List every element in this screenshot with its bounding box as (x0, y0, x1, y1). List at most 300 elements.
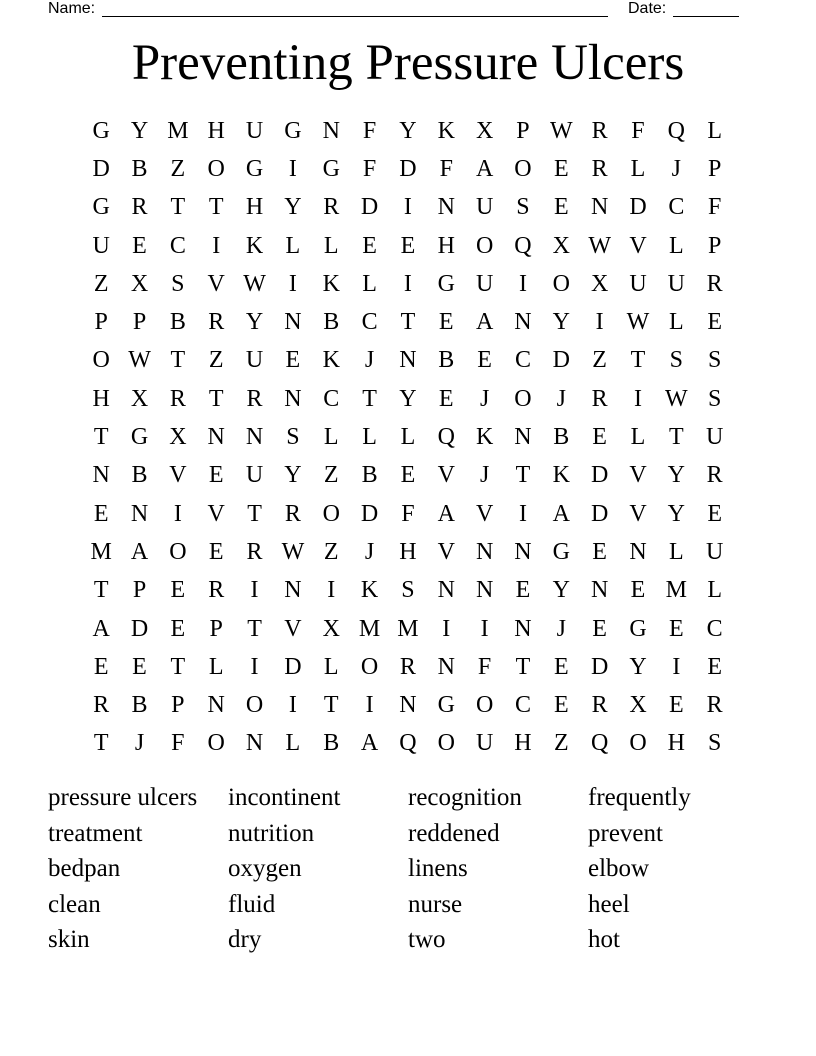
grid-letter: E (515, 577, 531, 604)
grid-letter: B (361, 462, 378, 489)
grid-letter: N (590, 577, 609, 604)
word-bank-item: heel (588, 890, 630, 918)
grid-letter: Z (553, 730, 569, 757)
grid-letter: D (629, 194, 647, 221)
grid-letter: U (475, 730, 494, 757)
grid-letter: Q (399, 730, 417, 757)
grid-letter: R (323, 194, 340, 221)
grid-letter: N (590, 194, 609, 221)
grid-letter: C (514, 692, 531, 719)
grid-letter: M (397, 615, 419, 642)
grid-letter: V (207, 500, 225, 527)
grid-letter: E (170, 615, 186, 642)
word-bank-item: oxygen (228, 855, 302, 883)
grid-letter: M (358, 615, 381, 642)
grid-letter: T (93, 424, 109, 451)
grid-letter: E (707, 309, 722, 336)
grid-letter: T (668, 424, 684, 451)
grid-letter: R (591, 385, 608, 412)
grid-letter: F (707, 194, 722, 221)
grid-letter: B (323, 730, 340, 757)
grid-letter: N (475, 538, 494, 565)
grid-letter: K (360, 577, 379, 604)
grid-letter: U (475, 194, 494, 221)
grid-letter: O (475, 692, 494, 719)
grid-letter: L (668, 309, 684, 336)
grid-letter: R (591, 117, 608, 144)
grid-letter: X (590, 270, 609, 297)
grid-letter: G (92, 117, 110, 144)
name-label: Name: (48, 0, 96, 17)
grid-letter: E (553, 653, 569, 680)
grid-letter: W (243, 270, 266, 297)
grid-letter: K (322, 347, 340, 374)
grid-letter: Z (208, 347, 224, 374)
grid-letter: S (707, 385, 722, 412)
grid-letter: F (401, 500, 415, 527)
grid-letter: Y (552, 309, 570, 336)
grid-letter: K (437, 117, 455, 144)
grid-letter: Q (667, 117, 685, 144)
grid-letter: U (245, 347, 264, 374)
page-title: Preventing Pressure Ulcers (131, 35, 685, 91)
grid-letter: G (552, 538, 570, 565)
grid-letter: F (439, 155, 453, 182)
grid-letter: T (93, 577, 109, 604)
grid-letter: D (399, 155, 417, 182)
grid-letter: E (132, 653, 147, 680)
grid-letter: P (94, 309, 108, 336)
date-label: Date: (628, 0, 667, 17)
grid-letter: V (207, 270, 225, 297)
grid-letter: H (399, 538, 417, 565)
grid-letter: D (590, 500, 609, 527)
grid-letter: C (361, 309, 378, 336)
grid-letter: Y (552, 577, 570, 604)
grid-letter: N (514, 615, 532, 642)
grid-letter: E (553, 155, 569, 182)
grid-letter: T (323, 692, 339, 719)
grid-letter: E (668, 692, 684, 719)
grid-letter: G (322, 155, 340, 182)
grid-letter: L (400, 424, 416, 451)
grid-letter: J (134, 730, 145, 757)
grid-letter: S (669, 347, 683, 374)
grid-letter: D (130, 615, 149, 642)
grid-letter: L (323, 653, 339, 680)
grid-letter: O (552, 270, 570, 297)
grid-letter: F (171, 730, 185, 757)
word-bank-item: two (408, 926, 446, 954)
grid-letter: Y (667, 462, 685, 489)
grid-letter: Y (399, 385, 417, 412)
word-bank-item: nutrition (228, 819, 315, 847)
grid-letter: F (631, 117, 645, 144)
grid-letter: H (92, 385, 110, 412)
grid-letter: N (475, 577, 494, 604)
grid-letter: Q (514, 232, 532, 259)
grid-letter: E (438, 385, 454, 412)
grid-letter: E (93, 500, 109, 527)
grid-letter: Y (284, 462, 302, 489)
grid-letter: T (400, 309, 416, 336)
grid-letter: P (516, 117, 530, 144)
word-bank-item: clean (48, 890, 101, 918)
grid-letter: N (207, 424, 225, 451)
grid-letter: Y (667, 500, 685, 527)
grid-letter: E (553, 194, 569, 221)
grid-letter: I (212, 232, 221, 259)
grid-letter: C (668, 194, 685, 221)
grid-letter: R (93, 692, 110, 719)
grid-letter: R (208, 309, 225, 336)
date-blank-line[interactable] (673, 0, 739, 17)
grid-letter: P (707, 155, 722, 182)
grid-letter: O (245, 692, 264, 719)
grid-letter: R (246, 538, 263, 565)
grid-letter: G (629, 615, 647, 642)
grid-letter: L (323, 424, 339, 451)
grid-letter: R (208, 577, 225, 604)
grid-letter: J (556, 615, 566, 642)
grid-letter: S (401, 577, 415, 604)
grid-letter: G (130, 424, 149, 451)
word-bank-item: fluid (228, 890, 276, 918)
grid-letter: D (284, 653, 302, 680)
grid-letter: E (132, 232, 147, 259)
grid-letter: A (360, 730, 379, 757)
grid-letter: P (707, 232, 722, 259)
grid-letter: E (438, 309, 454, 336)
grid-letter: I (403, 194, 412, 221)
grid-letter: P (171, 692, 185, 719)
grid-letter: E (400, 232, 416, 259)
grid-letter: D (590, 462, 609, 489)
grid-letter: T (170, 347, 186, 374)
grid-letter: A (130, 538, 149, 565)
grid-letter: D (92, 155, 110, 182)
grid-letter: U (667, 270, 685, 297)
word-bank-item: elbow (588, 855, 650, 883)
grid-letter: U (706, 538, 724, 565)
grid-letter: I (288, 692, 297, 719)
grid-letter: C (514, 347, 531, 374)
grid-letter: R (706, 270, 723, 297)
grid-letter: E (93, 653, 109, 680)
grid-letter: O (207, 730, 225, 757)
grid-letter: P (209, 615, 223, 642)
grid-letter: A (475, 309, 494, 336)
grid-letter: N (245, 424, 264, 451)
grid-letter: N (629, 538, 647, 565)
grid-letter: F (362, 117, 377, 144)
grid-letter: R (169, 385, 186, 412)
grid-letter: O (92, 347, 110, 374)
grid-letter: Y (399, 117, 417, 144)
grid-letter: E (553, 692, 569, 719)
grid-letter: M (167, 117, 189, 144)
grid-letter: L (630, 155, 646, 182)
grid-letter: B (131, 462, 148, 489)
grid-letter: G (437, 692, 455, 719)
grid-letter: E (170, 577, 186, 604)
grid-letter: Y (130, 117, 149, 144)
grid-letter: N (437, 194, 455, 221)
grid-letter: R (591, 155, 608, 182)
grid-letter: U (706, 424, 724, 451)
grid-letter: W (665, 385, 688, 412)
word-bank-item: recognition (408, 784, 522, 811)
grid-letter: R (399, 653, 416, 680)
grid-letter: I (595, 309, 604, 336)
word-bank-item: incontinent (228, 784, 341, 811)
grid-letter: N (245, 730, 264, 757)
grid-letter: N (92, 462, 110, 489)
grid-letter: X (475, 117, 494, 144)
grid-letter: L (362, 270, 377, 297)
grid-letter: V (169, 462, 187, 489)
grid-letter: I (403, 270, 412, 297)
grid-letter: K (245, 232, 264, 259)
grid-letter: N (207, 692, 225, 719)
grid-letter: N (322, 117, 340, 144)
grid-letter: B (323, 309, 340, 336)
grid-letter: O (169, 538, 187, 565)
grid-letter: X (322, 615, 340, 642)
grid-letter: H (667, 730, 685, 757)
grid-letter: N (437, 577, 455, 604)
grid-letter: N (399, 347, 417, 374)
grid-letter: P (132, 309, 147, 336)
grid-letter: I (633, 385, 642, 412)
grid-letter: E (362, 232, 377, 259)
grid-letter: N (130, 500, 149, 527)
grid-letter: R (706, 692, 723, 719)
grid-letter: T (515, 462, 531, 489)
grid-letter: R (131, 194, 148, 221)
grid-letter: N (514, 538, 532, 565)
grid-letter: E (592, 424, 607, 451)
grid-letter: C (323, 385, 340, 412)
grid-letter: L (668, 232, 684, 259)
grid-letter: L (707, 577, 722, 604)
grid-letter: T (247, 500, 262, 527)
grid-letter: I (327, 577, 336, 604)
grid-letter: P (132, 577, 147, 604)
grid-letter: E (668, 615, 684, 642)
grid-letter: S (707, 730, 722, 757)
grid-letter: T (170, 653, 186, 680)
word-bank-item: dry (228, 926, 262, 954)
grid-letter: L (668, 538, 684, 565)
grid-letter: A (92, 615, 110, 642)
grid-letter: H (437, 232, 455, 259)
grid-letter: M (90, 538, 112, 565)
grid-letter: A (552, 500, 570, 527)
grid-letter: E (400, 462, 416, 489)
grid-letter: I (250, 577, 259, 604)
grid-letter: D (552, 347, 570, 374)
grid-letter: D (590, 653, 609, 680)
grid-letter: T (170, 194, 186, 221)
grid-letter: N (514, 309, 532, 336)
word-bank-item: linens (408, 855, 468, 883)
grid-letter: I (442, 615, 451, 642)
grid-letter: L (285, 730, 301, 757)
grid-letter: B (131, 155, 148, 182)
grid-letter: Y (245, 309, 264, 336)
grid-letter: V (629, 232, 647, 259)
grid-letter: J (671, 155, 681, 182)
grid-letter: Z (93, 270, 109, 297)
grid-letter: I (518, 270, 527, 297)
worksheet-header (0, 0, 816, 20)
grid-letter: S (707, 347, 722, 374)
grid-letter: E (285, 347, 301, 374)
grid-letter: S (171, 270, 185, 297)
grid-letter: E (592, 538, 607, 565)
grid-letter: N (284, 577, 302, 604)
word-bank-item: reddened (408, 819, 500, 847)
grid-letter: X (629, 692, 647, 719)
grid-letter: I (480, 615, 489, 642)
word-bank-item: skin (48, 926, 90, 954)
grid-letter: N (437, 653, 455, 680)
grid-letter: U (629, 270, 647, 297)
grid-letter: E (630, 577, 646, 604)
grid-letter: L (707, 117, 722, 144)
grid-letter: L (208, 653, 224, 680)
grid-letter: A (437, 500, 455, 527)
grid-letter: W (281, 538, 305, 565)
grid-letter: V (437, 462, 455, 489)
grid-letter: U (245, 117, 264, 144)
grid-letter: R (591, 692, 608, 719)
name-blank-line[interactable] (102, 0, 608, 17)
grid-letter: W (549, 117, 573, 144)
grid-letter: C (169, 232, 186, 259)
grid-letter: I (173, 500, 182, 527)
grid-letter: V (284, 615, 302, 642)
grid-letter: X (169, 424, 187, 451)
grid-letter: Q (590, 730, 609, 757)
grid-letter: S (286, 424, 300, 451)
grid-letter: G (92, 194, 110, 221)
grid-letter: W (128, 347, 151, 374)
grid-letter: O (207, 155, 225, 182)
grid-letter: O (437, 730, 455, 757)
grid-letter: B (438, 347, 455, 374)
grid-letter: T (208, 194, 224, 221)
grid-letter: I (250, 653, 259, 680)
grid-letter: H (207, 117, 225, 144)
grid-letter: R (246, 385, 263, 412)
grid-letter: L (362, 424, 377, 451)
grid-letter: I (518, 500, 527, 527)
grid-letter: S (516, 194, 530, 221)
grid-letter: E (707, 500, 722, 527)
grid-letter: Z (592, 347, 607, 374)
word-search-grid (82, 112, 734, 763)
grid-letter: A (475, 155, 494, 182)
grid-letter: L (285, 232, 301, 259)
grid-letter: H (514, 730, 532, 757)
grid-letter: I (672, 653, 681, 680)
grid-letter: N (284, 309, 302, 336)
grid-letter: R (284, 500, 301, 527)
grid-letter: D (360, 194, 379, 221)
grid-letter: W (588, 232, 611, 259)
grid-letter: J (479, 385, 490, 412)
grid-letter: I (365, 692, 374, 719)
grid-letter: V (629, 500, 647, 527)
grid-letter: Q (437, 424, 455, 451)
grid-letter: W (626, 309, 650, 336)
word-bank-item: bedpan (48, 855, 121, 883)
grid-letter: J (364, 538, 375, 565)
grid-letter: B (169, 309, 186, 336)
grid-letter: T (208, 385, 224, 412)
word-bank (48, 780, 768, 958)
word-bank-item: prevent (588, 819, 663, 847)
grid-letter: T (362, 385, 377, 412)
grid-letter: B (553, 424, 570, 451)
grid-letter: O (514, 385, 532, 412)
grid-letter: Y (284, 194, 302, 221)
grid-letter: O (514, 155, 532, 182)
word-bank-item: frequently (588, 784, 691, 811)
grid-letter: Y (629, 653, 647, 680)
grid-letter: O (475, 232, 494, 259)
grid-letter: L (630, 424, 646, 451)
grid-letter: U (92, 232, 110, 259)
grid-letter: N (284, 385, 302, 412)
grid-letter: V (629, 462, 647, 489)
grid-letter: X (130, 270, 149, 297)
grid-letter: G (437, 270, 455, 297)
grid-letter: F (477, 653, 492, 680)
grid-letter: O (322, 500, 340, 527)
grid-letter: R (706, 462, 723, 489)
grid-letter: Z (323, 538, 339, 565)
grid-letter: K (552, 462, 570, 489)
grid-letter: E (208, 538, 224, 565)
grid-letter: K (322, 270, 340, 297)
grid-letter: X (130, 385, 149, 412)
grid-letter: F (362, 155, 377, 182)
grid-letter: L (323, 232, 339, 259)
grid-letter: M (665, 577, 687, 604)
grid-letter: I (288, 155, 297, 182)
grid-letter: T (247, 615, 262, 642)
grid-letter: E (477, 347, 492, 374)
grid-letter: E (707, 653, 722, 680)
grid-letter: Z (323, 462, 339, 489)
grid-letter: D (360, 500, 379, 527)
grid-letter: G (245, 155, 264, 182)
grid-letter: U (245, 462, 264, 489)
word-bank-item: pressure ulcers (48, 784, 198, 811)
grid-letter: N (399, 692, 417, 719)
grid-letter: X (552, 232, 570, 259)
grid-letter: N (514, 424, 532, 451)
grid-letter: J (364, 347, 375, 374)
grid-letter: E (592, 615, 607, 642)
grid-letter: U (475, 270, 494, 297)
grid-letter: O (360, 653, 379, 680)
grid-letter: O (629, 730, 647, 757)
word-bank-item: nurse (408, 890, 463, 918)
